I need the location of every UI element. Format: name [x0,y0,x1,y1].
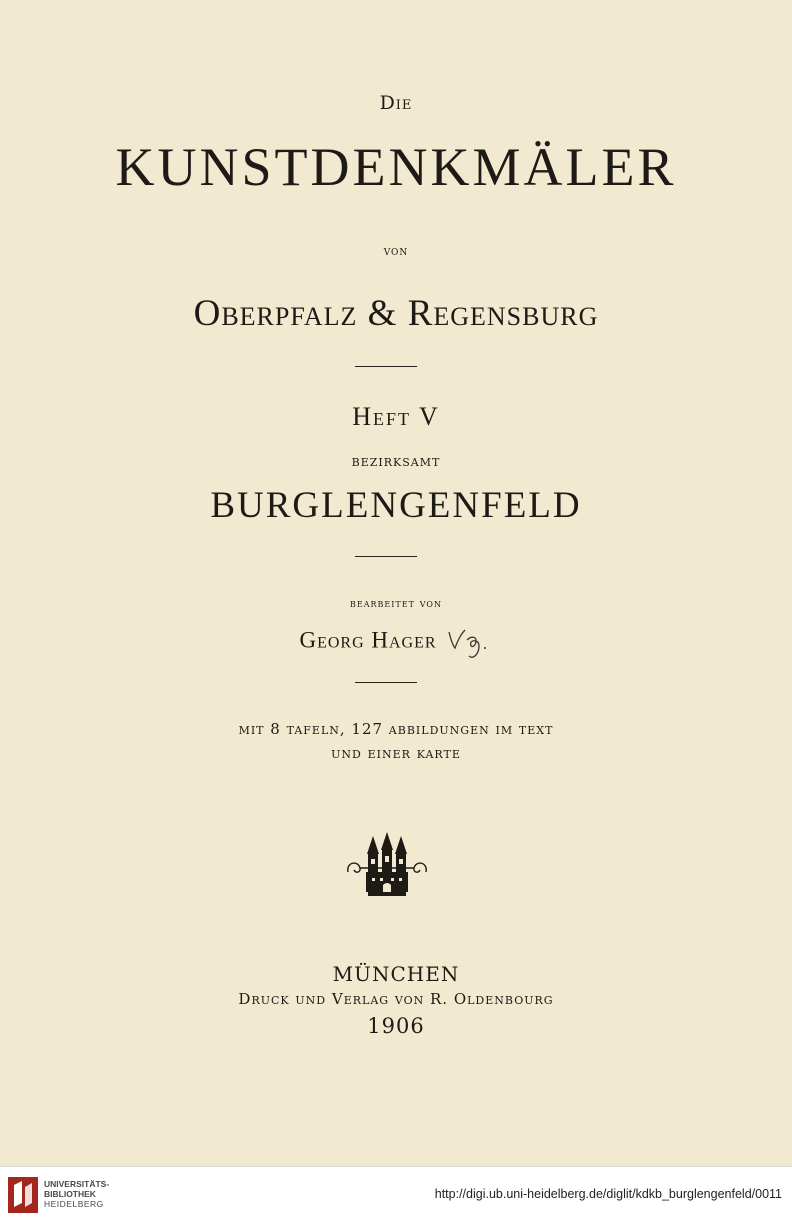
volume-number: Heft V [352,402,440,431]
edited-by-label: bearbeitet von [350,596,442,610]
library-name-line3: HEIDELBERG [44,1199,104,1209]
divider-rule [355,556,417,557]
divider-rule [355,366,417,367]
district-name: BURGLENGENFELD [210,485,582,526]
library-name [44,1179,109,1209]
title-article: Die [379,92,413,114]
library-name-line2: BIBLIOTHEK [44,1189,96,1199]
contents-note-line2: und einer karte [331,744,461,762]
title-preposition: von [383,244,409,259]
handwritten-initials-icon [443,622,493,662]
library-logo-icon[interactable] [8,1177,38,1213]
permalink-url[interactable]: http://digi.ub.uni-heidelberg.de/diglit/kdkb_burglengenfeld/0011 [434,1187,782,1201]
contents-note-line1: mit 8 tafeln, 127 abbildungen im text [238,720,554,738]
divider-rule [355,682,417,683]
publisher-castle-emblem-icon [344,832,430,898]
publication-city: MÜNCHEN [332,962,460,986]
publisher-line: Druck und Verlag von R. Oldenbourg [238,990,554,1008]
library-name-line1: UNIVERSITÄTS- [44,1179,110,1189]
library-footer [0,1166,792,1224]
main-title: KUNSTDENKMÄLER [115,137,677,197]
author-name: Georg Hager [299,627,437,653]
publication-year: 1906 [367,1014,425,1038]
author-line [0,622,792,662]
region-title: Oberpfalz & Regensburg [193,293,599,334]
district-label: bezirksamt [351,452,441,470]
